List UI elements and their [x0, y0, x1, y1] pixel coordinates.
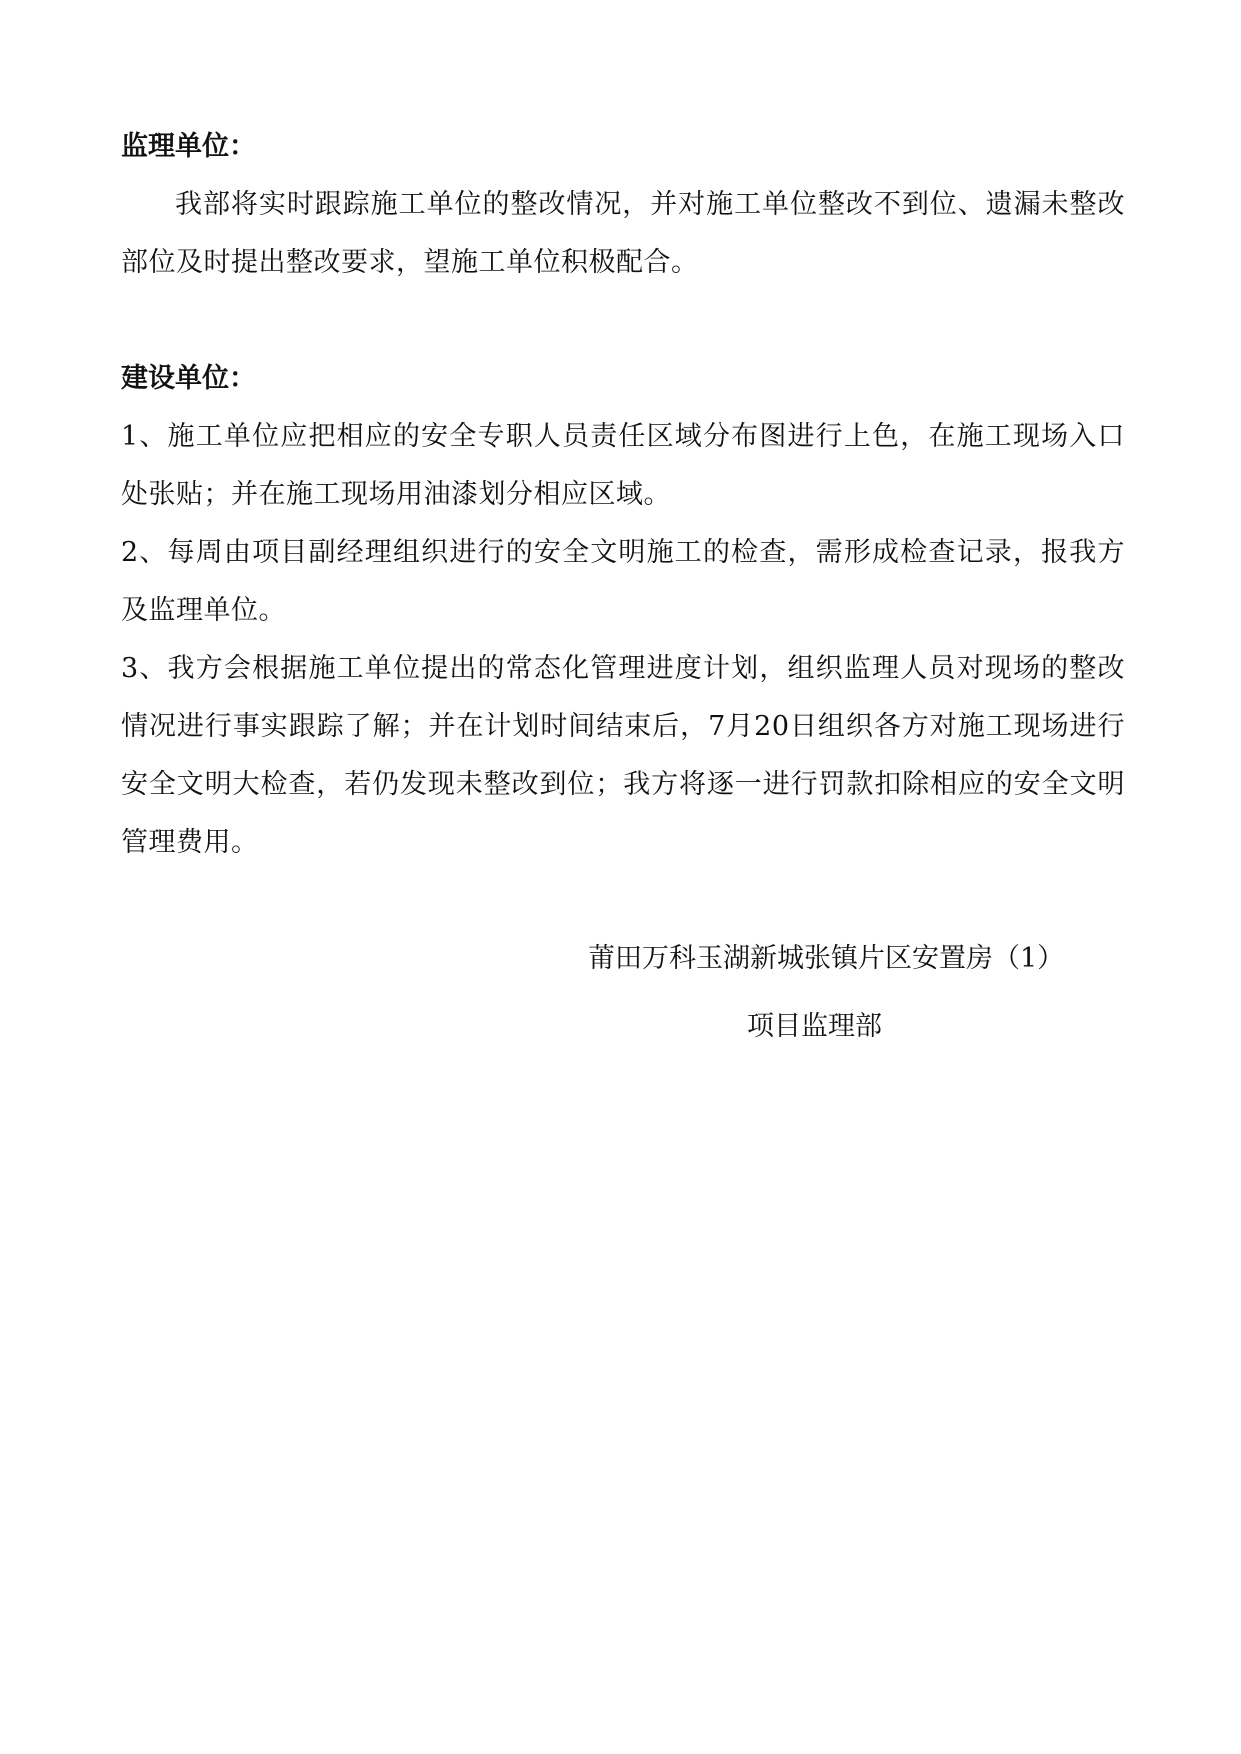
construction-item-1: 1、施工单位应把相应的安全专职人员责任区域分布图进行上色，在施工现场入口处张贴；并在施工现场用油漆划分相应区域。 — [121, 421, 1125, 510]
construction-heading: 建设单位： — [121, 363, 256, 394]
section-spacer — [121, 292, 1125, 350]
signature-block — [0, 930, 1241, 1056]
construction-item-3: 3、我方会根据施工单位提出的常态化管理进度计划，组织监理人员对现场的整改情况进行事实跟踪了解；并在计划时间结束后，7月20日组织各方对施工现场进行安全文明大检查，若仍发现未整改到位；我方将逐一进行罚款扣除相应的安全文明管理费用。 — [121, 653, 1125, 858]
construction-item-2: 2、每周由项目副经理组织进行的安全文明施工的检查，需形成检查记录，报我方及监理单位。 — [121, 537, 1125, 626]
supervision-paragraph: 我部将实时跟踪施工单位的整改情况，并对施工单位整改不到位、遗漏未整改部位及时提出整改要求，望施工单位积极配合。 — [121, 189, 1125, 278]
signature-department: 项目监理部 — [747, 1011, 882, 1042]
document-body — [121, 118, 1125, 872]
signature-organization: 莆田万科玉湖新城张镇片区安置房（1） — [588, 943, 1065, 974]
supervision-heading: 监理单位： — [121, 131, 256, 162]
